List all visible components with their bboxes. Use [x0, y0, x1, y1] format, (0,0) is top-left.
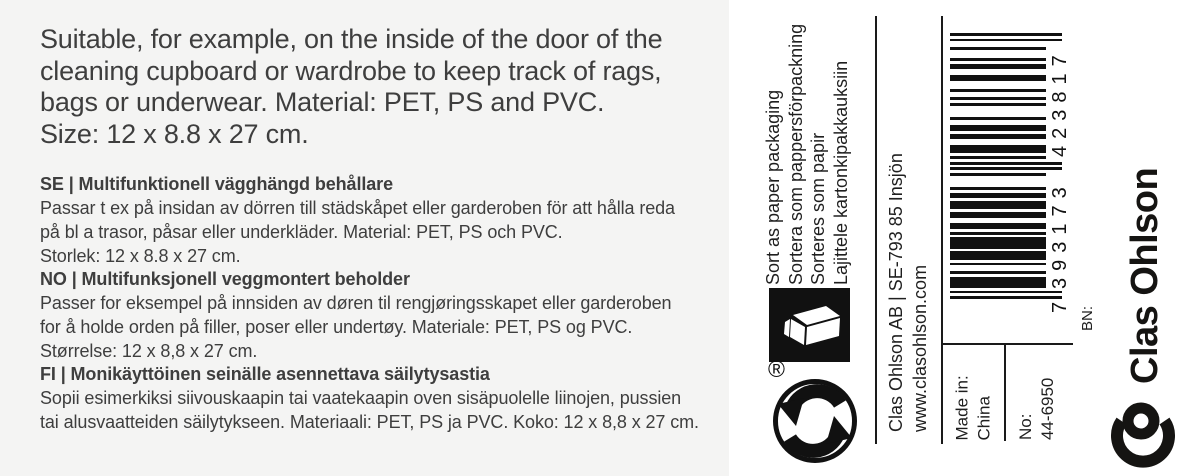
recycling-icon — [772, 378, 858, 469]
barcode-bar — [950, 212, 1046, 218]
barcode — [950, 33, 1072, 313]
section-line: for å holde orden på filler, poser eller undertøy. Materiale: PET, PS og PVC. — [40, 317, 633, 337]
section-heading: NO | Multifunksjonell veggmontert beholder — [40, 269, 410, 289]
company-address — [884, 142, 934, 432]
barcode-bar — [950, 263, 1046, 266]
description-line: Size: 12 x 8.8 x 27 cm. — [40, 118, 309, 149]
barcode-bar — [950, 103, 1046, 106]
article-number-value: 44-6950 — [1038, 377, 1057, 440]
sorting-line: Sortera som pappersförpackning — [785, 23, 806, 285]
barcode-bar — [950, 117, 1046, 120]
barcode-bar — [950, 64, 1046, 70]
made-in-value: China — [974, 396, 994, 441]
registered-trademark-icon: ® — [768, 356, 785, 382]
barcode-bar — [950, 277, 1046, 288]
barcode-bar — [950, 237, 1046, 248]
section-line: Sopii esimerkiksi siivouskaapin tai vaatekaapin oven sisäpuolelle liinojen, pussien — [40, 388, 682, 408]
made-in — [952, 356, 998, 441]
article-number — [1015, 350, 1061, 440]
clas-ohlson-logo — [1103, 152, 1187, 472]
barcode-bar — [950, 167, 1062, 170]
brand-name: Clas Ohlson — [1123, 167, 1166, 384]
section-line: Passer for eksempel på innsiden av døren til rengjøringsskapet eller garderoben — [40, 293, 672, 313]
barcode-digit-first: 7 — [1049, 301, 1071, 313]
barcode-bar — [950, 97, 1046, 100]
sorting-line: Sort as paper packaging — [763, 89, 783, 285]
description-line: cleaning cupboard or wardrobe to keep track of rags, — [40, 55, 662, 86]
barcode-digits-right: 423817 — [1049, 48, 1071, 157]
section-heading: FI | Monikäyttöinen seinälle asennettava säilytysastia — [40, 364, 490, 384]
divider-line — [941, 343, 1073, 345]
clas-ohlson-logo-icon — [1103, 396, 1188, 472]
barcode-digits-left: 393173 — [1049, 180, 1071, 289]
section-line: Passar t ex på insidan av dörren till städskåpet eller garderoben för att hålla reda — [40, 198, 675, 218]
barcode-bar — [950, 201, 1046, 209]
barcode-bar — [950, 223, 1046, 229]
divider-line — [875, 16, 877, 444]
barcode-bar — [950, 173, 1046, 176]
barcode-bar — [950, 156, 1046, 159]
barcode-bar — [950, 47, 1046, 50]
barcode-bar — [950, 193, 1046, 199]
barcode-bar — [950, 75, 1046, 81]
barcode-bar — [950, 187, 1046, 190]
barcode-bar — [950, 58, 1046, 61]
description-line: bags or underwear. Material: PET, PS and PVC. — [40, 87, 605, 117]
section-line: på bl a trasor, påsar eller underkläder. Material: PET, PS och PVC. — [40, 222, 563, 242]
article-number-label: No: — [1016, 413, 1035, 440]
bn-label: BN: — [1079, 305, 1096, 331]
sorting-line: Sorteres som papir — [808, 132, 828, 285]
barcode-bar — [950, 291, 1062, 294]
divider-line — [1004, 343, 1006, 441]
barcode-bar — [950, 271, 1046, 274]
barcode-bar — [950, 33, 1062, 36]
barcode-bar — [950, 232, 1046, 235]
barcode-bar — [950, 162, 1062, 165]
section-finnish — [40, 362, 699, 434]
divider-line — [941, 16, 943, 444]
section-line: Størrelse: 12 x 8,8 x 27 cm. — [40, 341, 258, 361]
section-line: Storlek: 12 x 8.8 x 27 cm. — [40, 246, 241, 266]
barcode-bar — [950, 251, 1046, 259]
company-website: www.clasohlson.com — [910, 264, 930, 432]
sorting-instructions — [762, 5, 854, 285]
barcode-bar — [950, 39, 1062, 42]
sorting-line: Lajittele kartonkipakkauksiin — [830, 60, 851, 285]
barcode-bar — [950, 145, 1046, 153]
description-line: Suitable, for example, on the inside of the door of the — [40, 24, 663, 54]
barcode-bar — [950, 134, 1046, 140]
description-english — [40, 24, 662, 150]
barcode-bar — [950, 89, 1046, 92]
company-line: Clas Ohlson AB | SE-793 85 Insjön — [886, 153, 906, 432]
barcode-bar — [950, 125, 1046, 131]
section-heading: SE | Multifunktionell vägghängd behållare — [40, 174, 393, 194]
made-in-label: Made in: — [952, 375, 972, 441]
section-line: tai alusvaatteiden säilytykseen. Materiaali: PET, PS ja PVC. Koko: 12 x 8,8 x 27 cm. — [40, 412, 699, 432]
section-swedish — [40, 172, 675, 268]
section-norwegian — [40, 267, 671, 363]
barcode-bar — [950, 296, 1062, 299]
